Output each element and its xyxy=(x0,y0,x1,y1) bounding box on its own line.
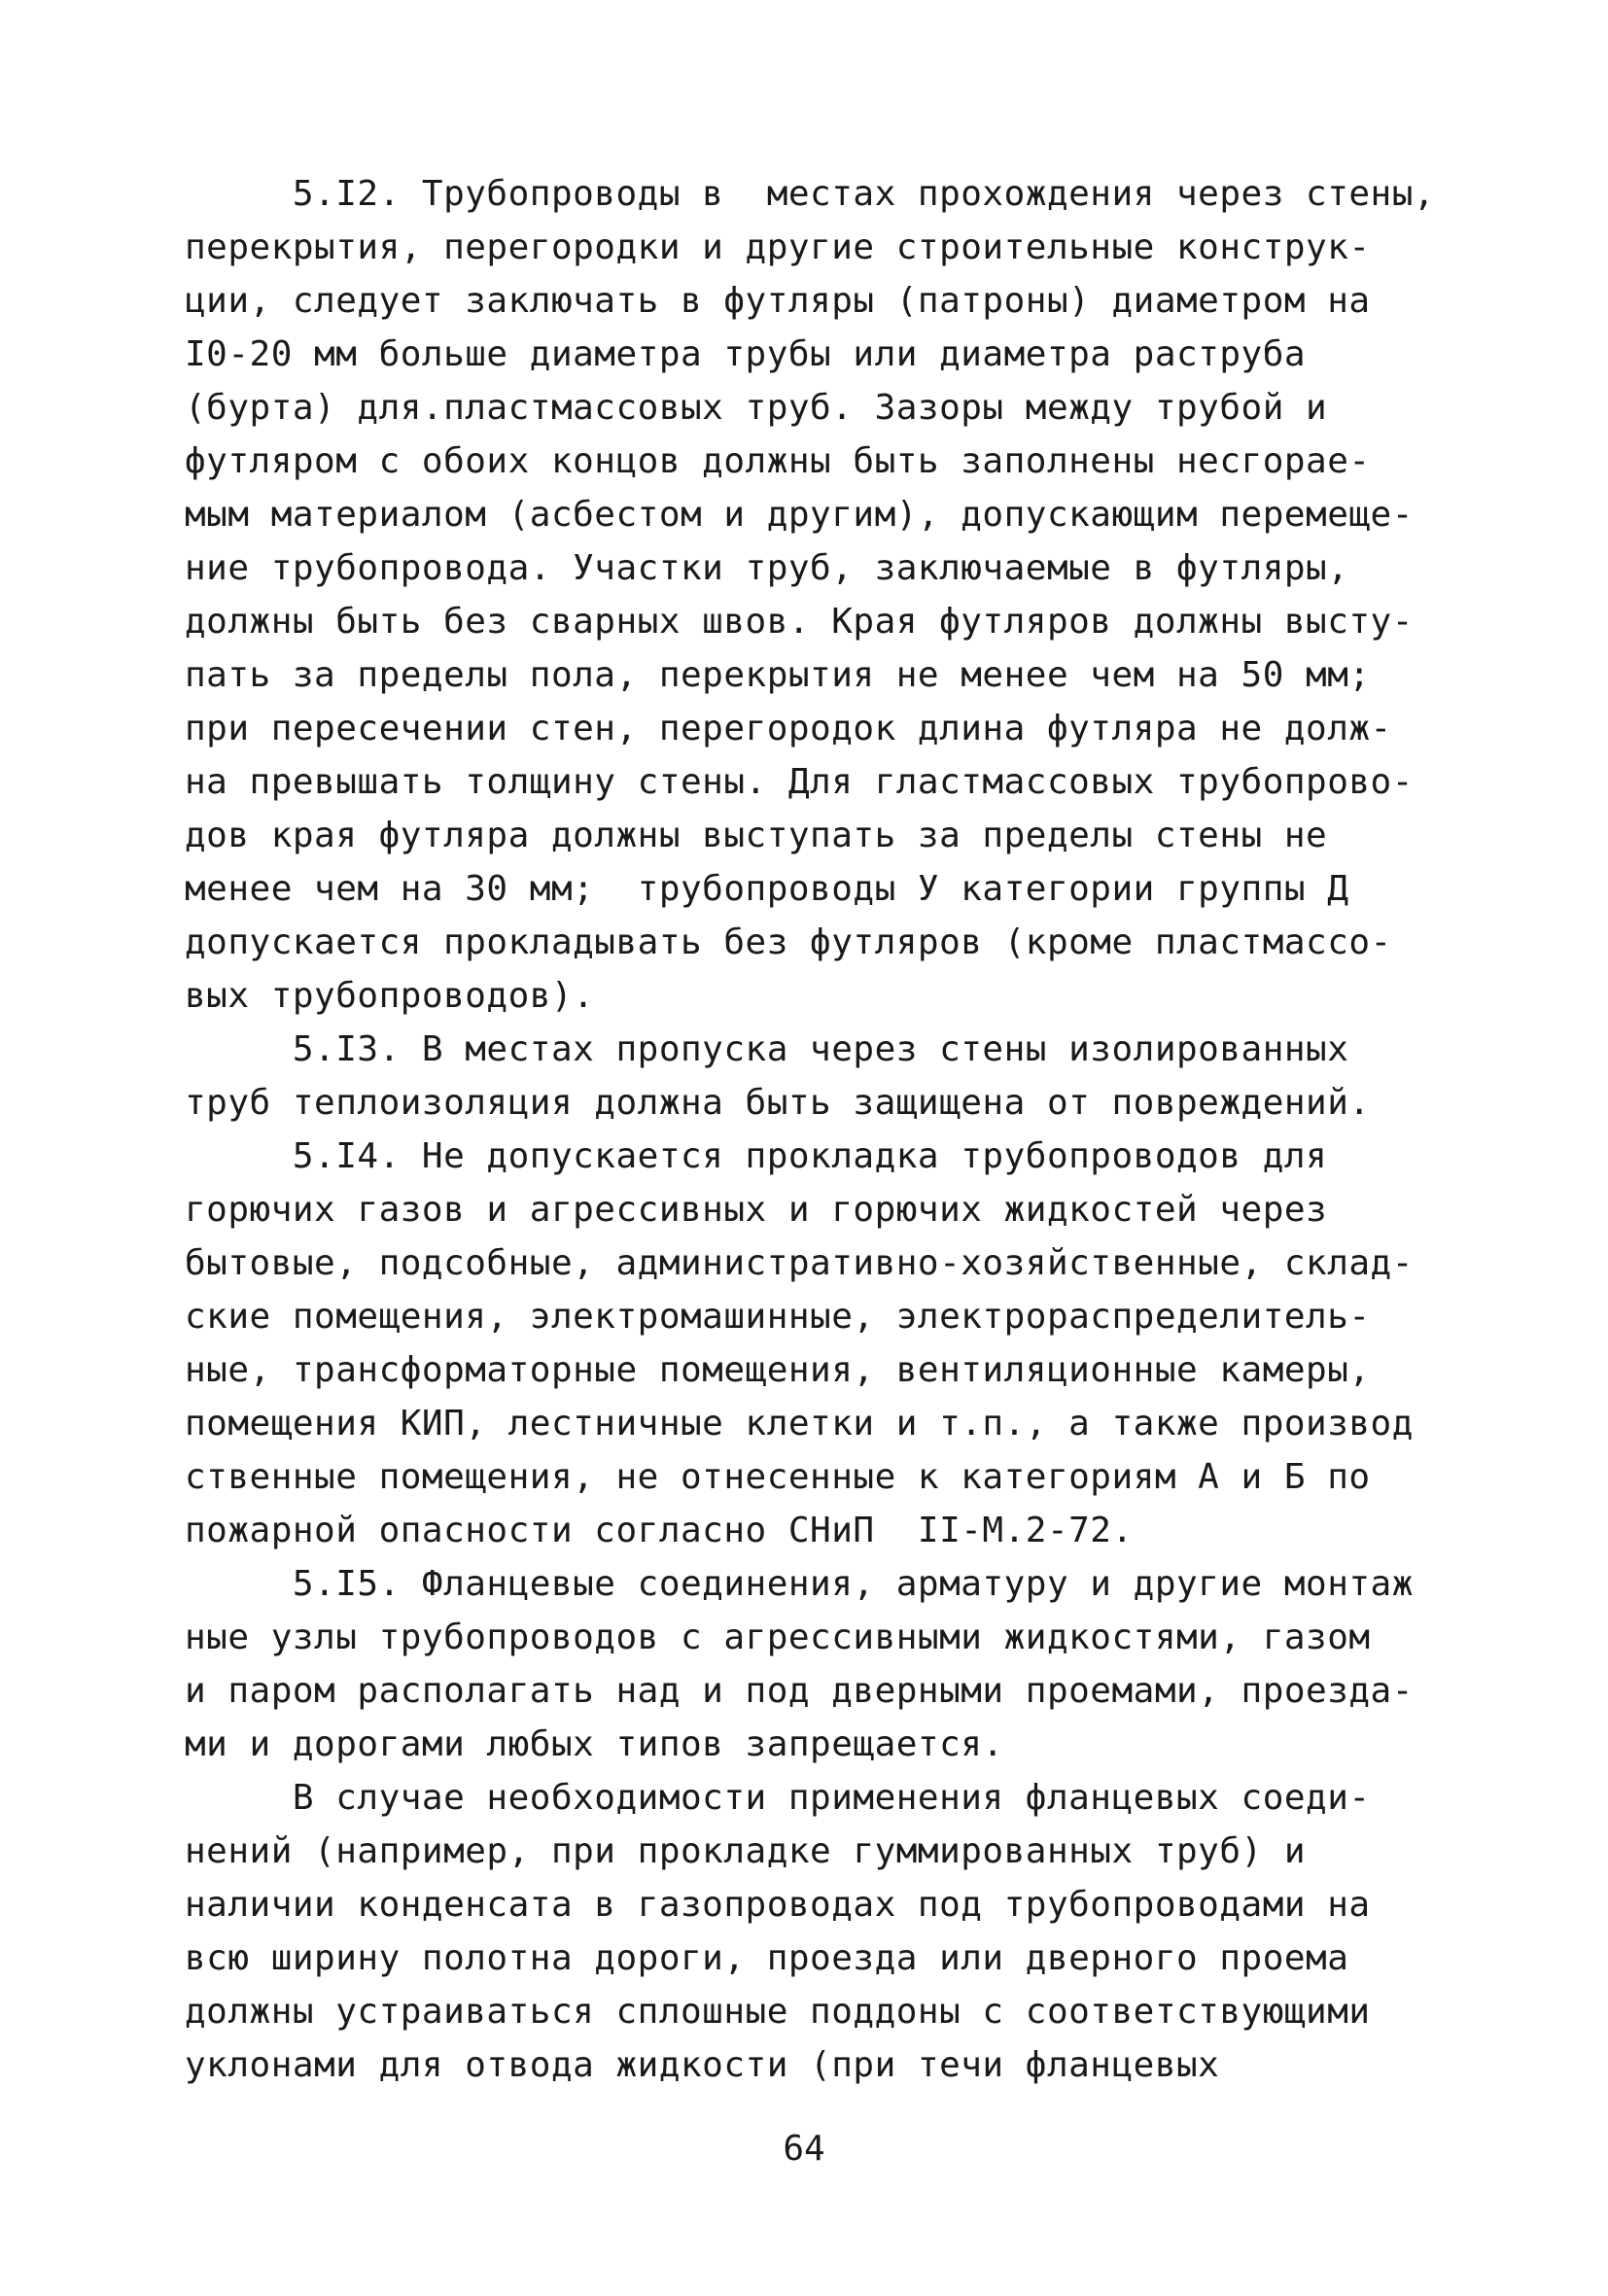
text-line: I0-20 мм больше диаметра трубы или диаметра раструба xyxy=(185,334,1307,374)
text-line: менее чем на 30 мм; трубопроводы У категории группы Д xyxy=(185,869,1349,909)
text-line: должны быть без сварных швов. Края футляров должны высту- xyxy=(185,602,1414,642)
text-line: наличии конденсата в газопроводах под трубопроводами на xyxy=(185,1885,1371,1925)
text-line: ние трубопровода. Участки труб, заключаемые в футляры, xyxy=(185,548,1349,588)
text-line: футляром с обоих концов должны быть заполнены несгорае- xyxy=(185,441,1371,481)
text-line: помещения КИП, лестничные клетки и т.п., а также производ xyxy=(185,1404,1414,1444)
text-line: ные узлы трубопроводов с агрессивными жидкостями, газом xyxy=(185,1618,1371,1657)
text-line: пать за пределы пола, перекрытия не менее чем на 50 мм; xyxy=(185,655,1371,695)
text-line: перекрытия, перегородки и другие строительные конструк- xyxy=(185,227,1371,267)
text-line: должны устраиваться сплошные поддоны с соответствующими xyxy=(185,1992,1371,2032)
text-line: нений (например, при прокладке гуммированных труб) и xyxy=(185,1831,1307,1871)
text-line: уклонами для отвода жидкости (при течи фланцевых xyxy=(185,2045,1220,2085)
text-line: бытовые, подсобные, административно-хозяйственные, склад- xyxy=(185,1243,1414,1283)
text-line: 5.I5. Фланцевые соединения, арматуру и другие монтаж xyxy=(185,1564,1414,1604)
text-line: ственные помещения, не отнесенные к категориям А и Б по xyxy=(185,1457,1371,1497)
text-line: ные, трансформаторные помещения, вентиляционные камеры, xyxy=(185,1350,1371,1390)
text-line: мым материалом (асбестом и другим), допускающим перемеще- xyxy=(185,495,1414,535)
page-number: 64 xyxy=(783,2129,825,2169)
text-line: при пересечении стен, перегородок длина футляра не долж- xyxy=(185,709,1392,748)
text-line: горючих газов и агрессивных и горючих жидкостей через xyxy=(185,1190,1328,1230)
text-line: пожарной опасности согласно СНиП II-М.2-72. xyxy=(185,1511,1134,1550)
text-line: и паром располагать над и под дверными проемами, проезда- xyxy=(185,1671,1414,1711)
text-line: 5.I4. Не допускается прокладка трубопроводов для xyxy=(185,1136,1328,1176)
text-line: В случае необходимости применения фланцевых соеди- xyxy=(185,1778,1371,1818)
text-line: допускается прокладывать без футляров (кроме пластмассо- xyxy=(185,922,1392,962)
text-line: вых трубопроводов). xyxy=(185,976,595,1016)
text-line: ции, следует заключать в футляры (патроны) диаметром на xyxy=(185,281,1371,321)
text-line: на превышать толщину стены. Для гластмассовых трубопрово- xyxy=(185,762,1414,802)
body-text xyxy=(185,167,1439,2092)
text-line: всю ширину полотна дороги, проезда или дверного проема xyxy=(185,1938,1349,1978)
text-line: 5.I3. В местах пропуска через стены изолированных xyxy=(185,1029,1349,1069)
text-line: (бурта) для.пластмассовых труб. Зазоры между трубой и xyxy=(185,388,1328,428)
text-line: дов края футляра должны выступать за пределы стены не xyxy=(185,816,1328,855)
text-line: ми и дорогами любых типов запрещается. xyxy=(185,1724,1004,1764)
text-line: труб теплоизоляция должна быть защищена от повреждений. xyxy=(185,1083,1371,1123)
text-line: 5.I2. Трубопроводы в местах прохождения через стены, xyxy=(185,174,1436,214)
text-line: ские помещения, электромашинные, электрораспределитель- xyxy=(185,1297,1371,1337)
